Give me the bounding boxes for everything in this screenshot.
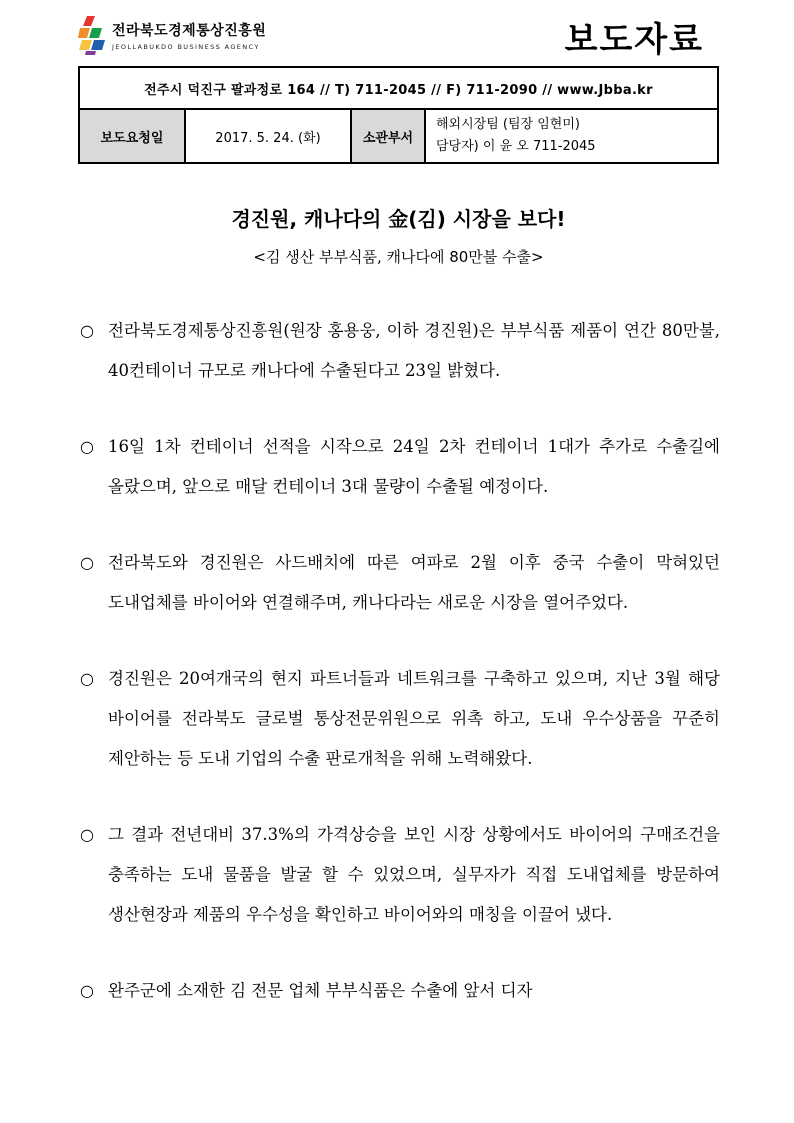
- bullet-circle-icon: ○: [80, 553, 94, 572]
- meta-row: [79, 109, 718, 163]
- subheadline: <김 생산 부부식품, 캐나다에 80만불 수출>: [253, 248, 544, 266]
- paragraph-text: 완주군에 소재한 김 전문 업체 부부식품은 수출에 앞서 디자: [108, 981, 533, 1000]
- org-logo: [78, 14, 338, 60]
- paragraph-text: 16일 1차 컨테이너 선적을 시작으로 24일 2차 컨테이너 1대가 추가로 수출길에 올랐으며, 앞으로 매달 컨테이너 3대 물량이 수출될 예정이다.: [108, 437, 720, 496]
- dept-value: [425, 109, 718, 163]
- info-table: [78, 66, 719, 164]
- dept-contact: 담당자) 이 윤 오 711-2045: [436, 139, 596, 154]
- dept-label: 소관부서: [351, 109, 425, 163]
- request-date-label: 보도요청일: [79, 109, 185, 163]
- document-type-title: 보도자료: [564, 20, 704, 60]
- org-logo-icon: [78, 14, 108, 56]
- bullet-circle-icon: ○: [80, 825, 94, 844]
- paragraph-text: 경진원은 20여개국의 현지 파트너들과 네트워크를 구축하고 있으며, 지난 3월 해당 바이어를 전라북도 글로벌 통상전문위원으로 위촉 하고, 도내 우수상품을 꾸준히 제안하는 등 도내 기업의 수출 판로개척을 위해 노력해왔다.: [108, 669, 720, 768]
- paragraph: [80, 427, 720, 507]
- org-name-kr: 전라북도경제통상진흥원: [112, 23, 267, 39]
- bullet-circle-icon: ○: [80, 981, 94, 1000]
- paragraph-text: 전라북도와 경진원은 사드배치에 따른 여파로 2월 이후 중국 수출이 막혀있던 도내업체를 바이어와 연결해주며, 캐나다라는 새로운 시장을 열어주었다.: [108, 553, 720, 612]
- paragraph-text: 그 결과 전년대비 37.3%의 가격상승을 보인 시장 상황에서도 바이어의 구매조건을 충족하는 도내 물품을 발굴 할 수 있었으며, 실무자가 직접 도내업체를 방문하여 생산현장과 제품의 우수성을 확인하고 바이어와의 매칭을 이끌어 냈다.: [108, 825, 720, 924]
- document-header: [78, 12, 718, 62]
- contact-address: 전주시 덕진구 팔과정로 164 // T) 711-2045 // F) 711-2090 // www.Jbba.kr: [79, 67, 718, 109]
- bullet-circle-icon: ○: [80, 321, 94, 340]
- article-body: [80, 311, 720, 1047]
- address-row: [79, 67, 718, 109]
- request-date-value: 2017. 5. 24. (화): [185, 109, 351, 163]
- paragraph: [80, 311, 720, 391]
- bullet-circle-icon: ○: [80, 669, 94, 688]
- paragraph: [80, 659, 720, 779]
- paragraph: [80, 543, 720, 623]
- paragraph: [80, 815, 720, 935]
- org-name-en: JEOLLABUKDO BUSINESS AGENCY: [112, 43, 260, 51]
- headline: 경진원, 캐나다의 金(김) 시장을 보다!: [231, 207, 566, 231]
- paragraph-text: 전라북도경제통상진흥원(원장 홍용웅, 이하 경진원)은 부부식품 제품이 연간 80만불, 40컨테이너 규모로 캐나다에 수출된다고 23일 밝혔다.: [108, 321, 720, 380]
- bullet-circle-icon: ○: [80, 437, 94, 456]
- paragraph: [80, 971, 720, 1011]
- dept-team: 해외시장팀 (팀장 임현미): [436, 117, 580, 132]
